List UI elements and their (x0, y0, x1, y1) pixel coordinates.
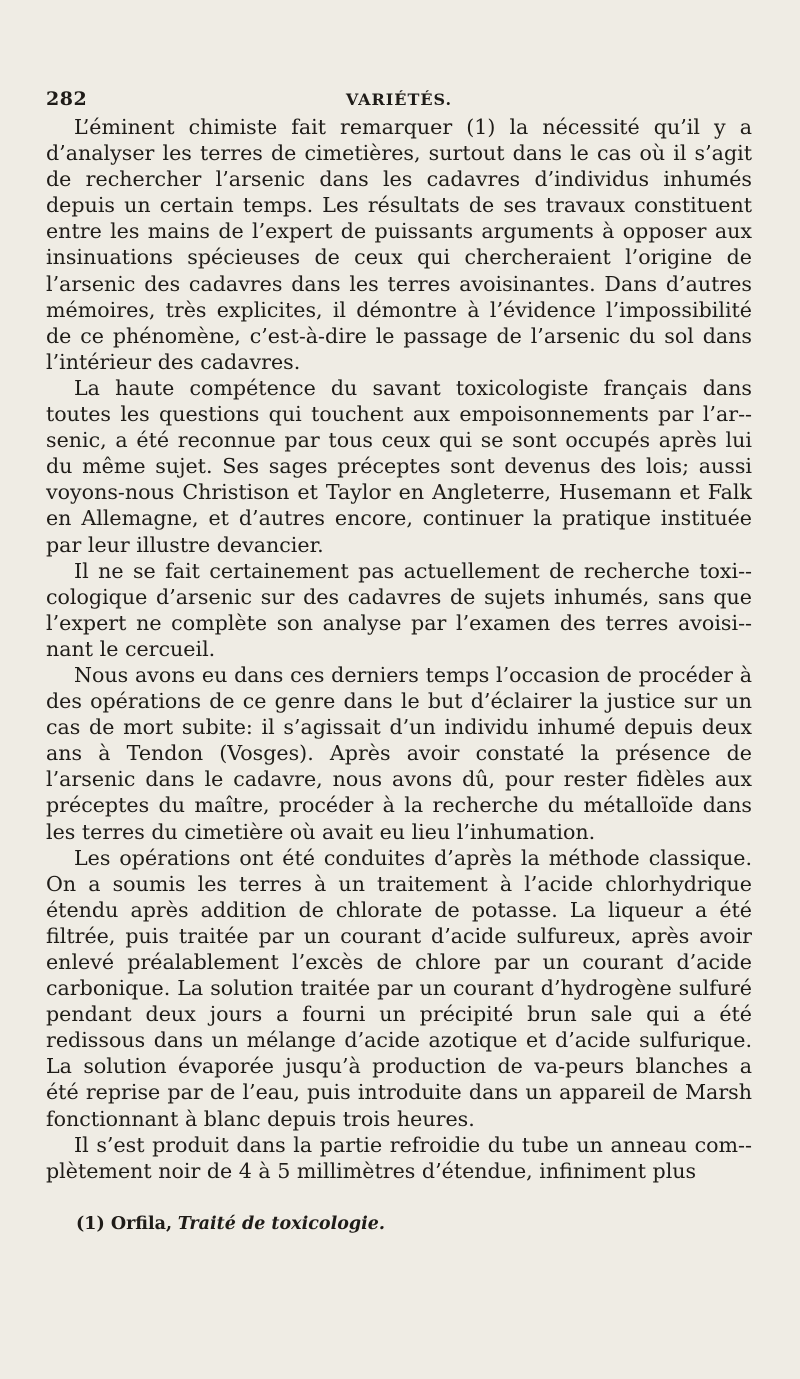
paragraph: La haute compétence du savant toxicologiste français dans toutes les questions qui touchent aux empoisonnements par l’ar-senic, a été reconnue par tous ceux qui se sont occupés après lui du même sujet. Ses sages préceptes sont devenus des lois; aussi voyons-nous Christison et Taylor en Angleterre, Husemann et Falk en Allemagne, et d’autres encore, continuer la pratique instituée par leur illustre devancier. (46, 375, 752, 557)
paragraph: Nous avons eu dans ces derniers temps l’occasion de procéder à des opérations de ce genre dans le but d’éclairer la justice sur un cas de mort subite: il s’agissait d’un individu inhumé depuis deux ans à Tendon (Vosges). Après avoir constaté la présence de l’arsenic dans le cadavre, nous avons dû, pour rester fidèles aux préceptes du maître, procéder à la recherche du métalloïde dans les terres du cimetière où avait eu lieu l’inhumation. (46, 662, 752, 844)
footnote-title: Traité de toxicologie. (177, 1213, 386, 1234)
footnote (46, 1212, 752, 1236)
paragraph: L’éminent chimiste fait remarquer (1) la nécessité qu’il y a d’analyser les terres de cimetières, surtout dans le cas où il s’agit de rechercher l’arsenic dans les cadavres d’individus inhumés depuis un certain temps. Les résultats de ses travaux constituent entre les mains de l’expert de puissants arguments à opposer aux insinuations spécieuses de ceux qui chercheraient l’origine de l’arsenic des cadavres dans les terres avoisinantes. Dans d’autres mémoires, très explicites, il démontre à l’évidence l’impossibilité de ce phénomène, c’est-à-dire le passage de l’arsenic du sol dans l’intérieur des cadavres. (46, 115, 752, 374)
page-number: 282 (46, 88, 88, 110)
paragraph: Les opérations ont été conduites d’après la méthode classique. On a soumis les terres à un traitement à l’acide chlorhydrique étendu après addition de chlorate de potasse. La liqueur a été filtrée, puis traitée par un courant d’acide sulfureux, après avoir enlevé préalablement l’excès de chlore par un courant d’acide carbonique. La solution traitée par un courant d’hydrogène sulfuré pendant deux jours a fourni un précipité brun sale qui a été redissous dans un mélange d’acide azotique et d’acide sulfurique. La solution évaporée jusqu’à production de va-peurs blanches a été reprise par de l’eau, puis introduite dans un appareil de Marsh fonctionnant à blanc depuis trois heures. (46, 845, 752, 1131)
body-text (46, 114, 752, 1184)
page-header (46, 80, 752, 114)
paragraph: Il ne se fait certainement pas actuellement de recherche toxi-cologique d’arsenic sur des cadavres de sujets inhumés, sans que l’expert ne complète son analyse par l’examen des terres avoisi-nant le cercueil. (46, 558, 752, 661)
paragraph: Il s’est produit dans la partie refroidie du tube un anneau com-plètement noir de 4 à 5 millimètres d’étendue, infiniment plus (46, 1132, 752, 1183)
running-head: VARIÉTÉS. (345, 90, 453, 109)
footnote-marker: (1) Orfila, (76, 1213, 173, 1234)
